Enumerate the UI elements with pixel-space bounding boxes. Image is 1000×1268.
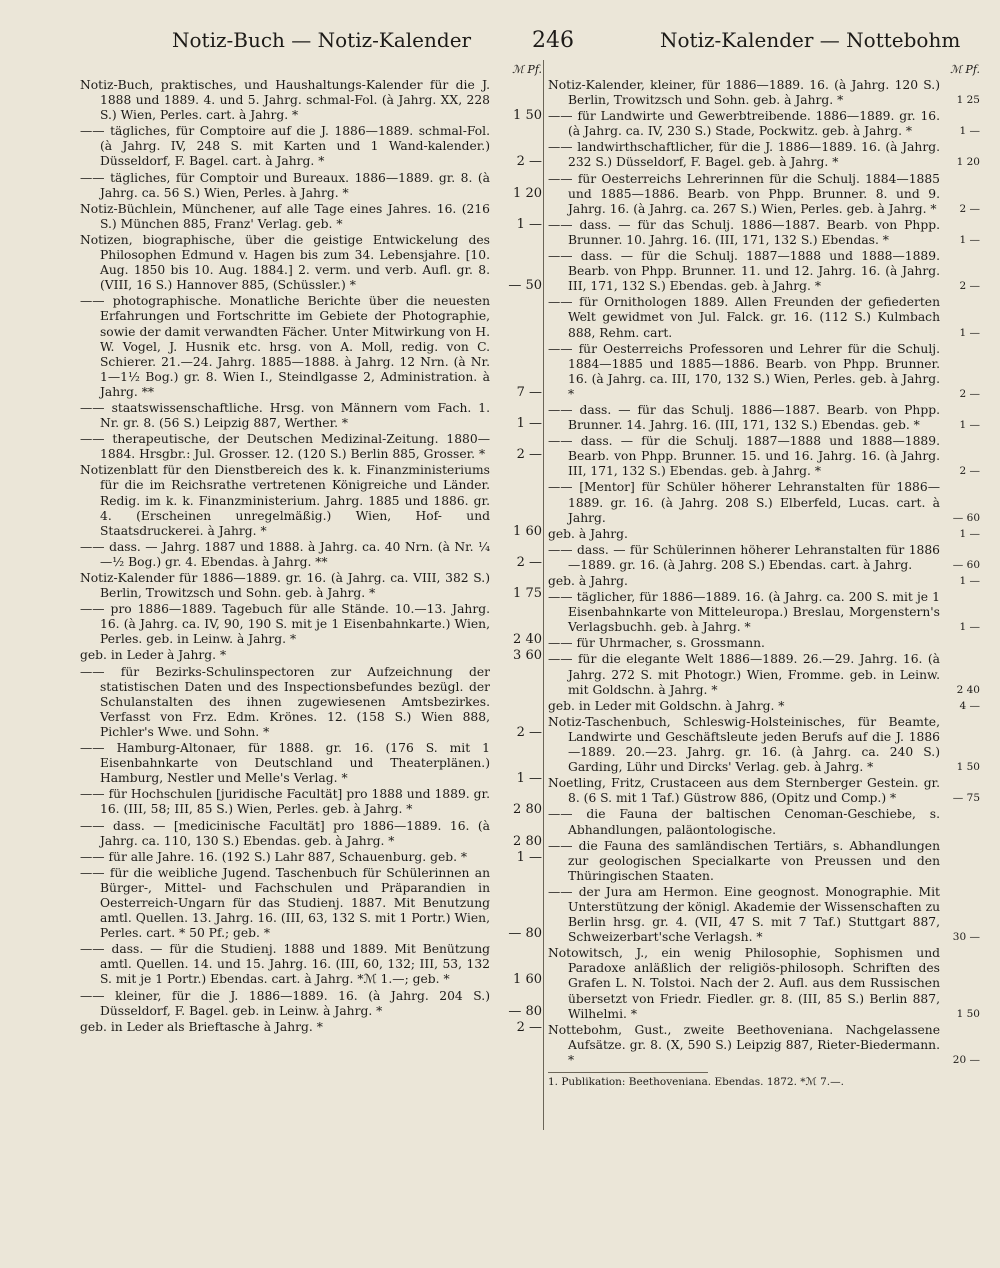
entry-price: 1 25 (956, 94, 980, 107)
catalog-entry (548, 249, 980, 294)
entry-price: 1 — (516, 849, 542, 865)
entry-price: 1 20 (956, 156, 980, 169)
catalog-entry (80, 741, 542, 786)
entry-text: —— für Bezirks-Schulinspectoren zur Aufzeichnung der statistischen Daten und des Inspectionsbefundes bezügl. der Schulanstalten des ihnen zugewiesenen Amtsbezirkes. Verfasst von Frz. Edm. Krönes. 12. (158 S.) Wien 888, Pichler's Wwe. und Sohn. * (80, 664, 490, 739)
entry-price: 1 — (516, 771, 542, 787)
entry-price: 1 — (516, 416, 542, 432)
entry-text: —— für Landwirte und Gewerbtreibende. 1886—1889. gr. 16. (à Jahrg. ca. IV, 230 S.) Stade, Pockwitz. geb. à Jahrg. * (548, 109, 940, 139)
catalog-entry (80, 171, 542, 201)
entry-text: Notiz-Taschenbuch, Schleswig-Holsteinisches, für Beamte, Landwirte und Geschäftsleute jeden Berufs auf die J. 1886—1889. 20.—23. Jahrg. gr. 16. (à Jahrg. ca. 240 S.) Garding, Lühr und Dircks' Verlag. geb. à Jahrg. * (548, 714, 940, 775)
catalog-entry (80, 866, 542, 941)
right-column (548, 62, 980, 1252)
entry-text: —— für Oesterreichs Lehrerinnen für die Schulj. 1884—1885 und 1885—1886. Bearb. von Phpp. Brunner. 8. und 9. Jahrg. 16. (à Jahrg. ca. 267 S.) Wien, Perles. geb. à Jahrg. * (548, 171, 940, 216)
left-entry-list (80, 62, 542, 1035)
entry-price: 2 — (516, 447, 542, 463)
entry-price: 1 — (959, 621, 980, 634)
catalog-entry (548, 776, 980, 806)
entry-text: —— für Hochschulen [juridische Facultät] pro 1888 und 1889. gr. 16. (III, 58; III, 85 S.) Wien, Perles. geb. à Jahrg. * (80, 787, 490, 817)
entry-price: — 75 (952, 792, 980, 805)
catalog-entry (80, 602, 542, 647)
entry-text: —— für die weibliche Jugend. Taschenbuch für Schülerinnen an Bürger-, Mittel- und Fachschulen und Präparandien in Oesterreich-Ungarn für das Studienj. 1887. Mit Benutzung amtl. Quellen. 13. Jahrg. 16. (III, 63, 132 S. mit 1 Portr.) Wien, Perles. cart. * 50 Pf.; geb. * (80, 865, 490, 941)
entry-text: —— dass. — für das Schulj. 1886—1887. Bearb. von Phpp. Brunner. 10. Jahrg. 16. (III, 171, 132 S.) Ebendas. * (548, 217, 940, 247)
catalog-entry (548, 295, 980, 340)
entry-price: 7 — (516, 384, 542, 400)
header-left-running-title: Notiz-Buch — Notiz-Kalender (172, 28, 472, 52)
catalog-entry (80, 989, 542, 1019)
entry-text: —— täglicher, für 1886—1889. 16. (à Jahrg. ca. 200 S. mit je 1 Eisenbahnkarte von Mitteleuropa.) Breslau, Morgenstern's Verlagsbuchh. geb. à Jahrg. * (548, 590, 940, 635)
entry-price: 1 — (516, 216, 542, 232)
entry-price: 1 60 (513, 523, 542, 539)
entry-price: 2 — (516, 554, 542, 570)
entry-text: —— staatswissenschaftliche. Hrsg. von Männern vom Fach. 1. Nr. gr. 8. (56 S.) Leipzig 887, Werther. * (80, 400, 490, 431)
catalog-entry (80, 401, 542, 431)
left-column (80, 62, 542, 1252)
catalog-entry (548, 342, 980, 402)
entry-price: 20 — (952, 1053, 980, 1066)
catalog-entry (548, 807, 980, 837)
entry-text: Notiz-Kalender für 1886—1889. gr. 16. (à Jahrg. ca. VIII, 382 S.) Berlin, Trowitzsch und Sohn. geb. à Jahrg. * (80, 571, 490, 601)
catalog-entry (548, 839, 980, 884)
catalog-entry (80, 233, 542, 293)
entry-price: 30 — (952, 931, 980, 944)
catalog-entry (548, 885, 980, 945)
entry-price: 2 — (516, 154, 542, 170)
catalog-entry (80, 819, 542, 849)
entry-price: 1 — (959, 326, 980, 339)
catalog-entry (548, 109, 980, 139)
entry-text: —— dass. — für die Studienj. 1888 und 1889. Mit Benützung amtl. Quellen. 14. und 15. Jahrg. 16. (III, 60, 132; III, 53, 132 S. mit je 1 Portr.) Ebendas. cart. à Jahrg. *ℳ 1.—; geb. * (80, 942, 490, 987)
catalog-entry (80, 648, 542, 663)
catalog-entry (548, 218, 980, 248)
entry-text: —— die Fauna des samländischen Tertiärs, s. Abhandlungen zur geologischen Specialkarte von Preussen und den Thüringischen Staaten. (548, 838, 940, 883)
entry-text: —— kleiner, für die J. 1886—1889. 16. (à Jahrg. 204 S.) Düsseldorf, F. Bagel. geb. in Leinw. à Jahrg. * (80, 988, 490, 1018)
entry-text: —— [Mentor] für Schüler höherer Lehranstalten für 1886—1889. gr. 16. (à Jahrg. 208 S.) Elberfeld, Lucas. cart. à Jahrg. (548, 480, 940, 525)
entry-price: 1 — (959, 419, 980, 432)
catalog-entry (80, 78, 542, 123)
catalog-entry (80, 432, 542, 462)
catalog-entry (548, 590, 980, 635)
entry-text: —— die Fauna der baltischen Cenoman-Geschiebe, s. Abhandlungen, paläontologische. (548, 807, 940, 837)
entry-text: —— dass. — für die Schulj. 1887—1888 und 1888—1889. Bearb. von Phpp. Brunner. 11. und 12. Jahrg. 16. (à Jahrg. III, 171, 132 S.) Ebendas. geb. à Jahrg. * (548, 249, 940, 294)
catalog-entry (548, 1023, 980, 1068)
catalog-entry (80, 1020, 542, 1035)
entry-price: 1 50 (956, 761, 980, 774)
entry-text: —— dass. — für die Schulj. 1887—1888 und 1888—1889. Bearb. von Phpp. Brunner. 15. und 16. Jahrg. 16. (à Jahrg. III, 171, 132 S.) Ebendas. geb. à Jahrg. * (548, 434, 940, 479)
left-currency-heading: ℳ Pf. (512, 63, 542, 76)
entry-text: —— landwirthschaftlicher, für die J. 1886—1889. 16. (à Jahrg. 232 S.) Düsseldorf, F. Bagel. geb. à Jahrg. * (548, 140, 940, 170)
right-entry-list (548, 62, 980, 1068)
entry-text: geb. in Leder à Jahrg. * (80, 648, 227, 663)
entry-text: —— für Oesterreichs Professoren und Lehrer für die Schulj. 1884—1885 und 1885—1886. Bearb. von Phpp. Brunner. 16. (à Jahrg. ca. III, 170, 132 S.) Wien, Perles. geb. à Jahrg. * (548, 341, 940, 401)
column-divider (543, 60, 544, 1130)
entry-price: 1 — (959, 233, 980, 246)
catalog-entry (548, 652, 980, 697)
entry-text: Notiz-Kalender, kleiner, für 1886—1889. 16. (à Jahrg. 120 S.) Berlin, Trowitzsch und Sohn. geb. à Jahrg. * (548, 78, 940, 108)
catalog-entry (80, 850, 542, 865)
entry-text: —— dass. — für das Schulj. 1886—1887. Bearb. von Phpp. Brunner. 14. Jahrg. 16. (III, 171, 132 S.) Ebendas. geb. * (548, 402, 940, 433)
entry-price: 1 75 (513, 586, 542, 602)
catalog-entry (80, 124, 542, 169)
page-number: 246 (532, 28, 574, 53)
entry-text: geb. in Leder als Brieftasche à Jahrg. * (80, 1019, 323, 1034)
catalog-entry (548, 480, 980, 525)
entry-price: — 80 (508, 926, 542, 942)
entry-price: — 50 (508, 278, 542, 294)
catalog-entry (80, 540, 542, 570)
catalog-entry (548, 574, 980, 589)
catalog-entry (548, 403, 980, 433)
entry-text: Notizen, biographische, über die geistige Entwickelung des Philosophen Edmund v. Hagen bis zum 34. Lebensjahre. [10. Aug. 1850 bis 10. Aug. 1884.] 2. verm. und verb. Aufl. gr. 8. (VIII, 16 S.) Hannover 885, (Schüssler.) * (80, 232, 490, 293)
catalog-entry (80, 665, 542, 740)
right-currency-heading: ℳ Pf. (950, 63, 980, 76)
catalog-entry (80, 463, 542, 538)
catalog-entry (80, 571, 542, 601)
entry-text: —— pro 1886—1889. Tagebuch für alle Stände. 10.—13. Jahrg. 16. (à Jahrg. ca. IV, 90, 190 S. mit je 1 Eisenbahnkarte.) Wien, Perles. geb. in Leinw. à Jahrg. * (80, 602, 490, 647)
entry-price: 2 40 (956, 683, 980, 696)
entry-price: 1 50 (513, 108, 542, 124)
entry-price: 2 80 (513, 802, 542, 818)
page-header (80, 28, 980, 58)
catalog-entry (548, 946, 980, 1021)
entry-text: —— dass. — Jahrg. 1887 und 1888. à Jahrg. ca. 40 Nrn. (à Nr. ¼—½ Bog.) gr. 4. Ebendas. à Jahrg. ** (80, 539, 490, 569)
entry-text: —— photographische. Monatliche Berichte über die neuesten Erfahrungen und Fortschritte im Gebiete der Photographie, sowie der damit verwandten Fächer. Unter Mitwirkung von H. W. Vogel, J. Husnik etc. hrsg. von A. Moll, redig. von C. Schierer. 21.—24. Jahrg. 1885—1888. à Jahrg. 12 Nrn. (à Nr. 1—1½ Bog.) gr. 8. Wien I., Steindlgasse 2, Administration. à Jahrg. ** (80, 294, 490, 399)
entry-price: 4 — (959, 699, 980, 712)
entry-price: 2 40 (513, 632, 542, 648)
entry-text: —— für alle Jahre. 16. (192 S.) Lahr 887, Schauenburg. geb. * (80, 849, 468, 864)
entry-price: 1 — (959, 125, 980, 138)
entry-text: Notiz-Buch, praktisches, und Haushaltungs-Kalender für die J. 1888 und 1889. 4. und 5. Jahrg. schmal-Fol. (à Jahrg. XX, 228 S.) Wien, Perles. cart. à Jahrg. * (80, 78, 490, 123)
entry-text: —— für Uhrmacher, s. Grossmann. (548, 636, 765, 651)
entry-text: —— therapeutische, der Deutschen Medizinal-Zeitung. 1880—1884. Hrsgbr.: Jul. Grosser. 12. (120 S.) Berlin 885, Grosser. * (80, 432, 490, 462)
catalog-entry (548, 699, 980, 714)
entry-price: 1 50 (956, 1007, 980, 1020)
entry-price: — 80 (508, 1003, 542, 1019)
catalog-entry (548, 527, 980, 542)
entry-text: —— dass. — für Schülerinnen höherer Lehranstalten für 1886—1889. gr. 16. (à Jahrg. 208 S.) Ebendas. cart. à Jahrg. (548, 542, 940, 572)
catalog-entry (548, 172, 980, 217)
catalog-entry (548, 434, 980, 479)
catalog-entry (548, 78, 980, 108)
entry-text: —— für Ornithologen 1889. Allen Freunden der gefiederten Welt gewidmet von Jul. Falck. gr. 16. (112 S.) Kulmbach 888, Rehm. cart. (548, 295, 940, 340)
catalog-entry (80, 202, 542, 232)
entry-price: 2 — (516, 1019, 542, 1035)
entry-text: geb. à Jahrg. (548, 574, 628, 588)
entry-price: 1 — (959, 575, 980, 587)
entry-price: 1 60 (513, 972, 542, 988)
entry-text: Notizenblatt für den Dienstbereich des k. k. Finanzministeriums für die im Reichsrathe vertretenen Königreiche und Länder. Redig. im k. k. Finanzministerium. Jahrg. 1885 und 1886. gr. 4. (Erscheinen unregelmäßig.) Wien, Hof- und Staatsdruckerei. à Jahrg. * (80, 463, 490, 538)
entry-price: 2 — (959, 280, 980, 293)
catalog-entry (548, 715, 980, 775)
entry-text: —— tägliches, für Comptoire auf die J. 1886—1889. schmal-Fol. (à Jahrg. IV, 248 S. mit Karten und 1 Wand-kalender.) Düsseldorf, F. Bagel. cart. à Jahrg. * (80, 124, 490, 169)
entry-price: 2 80 (513, 833, 542, 849)
entry-price: — 60 (952, 511, 980, 524)
entry-text: Nottebohm, Gust., zweite Beethoveniana. Nachgelassene Aufsätze. gr. 8. (X, 590 S.) Leipzig 887, Rieter-Biedermann. * (548, 1022, 940, 1067)
entry-text: —— der Jura am Hermon. Eine geognost. Monographie. Mit Unterstützung der königl. Akademie der Wissenschaften zu Berlin hrsg. gr. 4. (VII, 47 S. mit 7 Taf.) Stuttgart 887, Schweizerbart'sche Verlagsh. * (548, 884, 941, 945)
footnote: 1. Publikation: Beethoveniana. Ebendas. 1872. *ℳ 7.—. (548, 1072, 708, 1090)
entry-price: 1 — (959, 527, 980, 540)
catalog-entry (80, 294, 542, 400)
entry-price: 1 20 (513, 185, 542, 201)
entry-text: —— tägliches, für Comptoir und Bureaux. 1886—1889. gr. 8. (à Jahrg. ca. 56 S.) Wien, Perles. à Jahrg. * (80, 170, 490, 200)
catalog-entry (548, 636, 980, 651)
entry-price: 2 — (959, 202, 980, 215)
entry-text: geb. à Jahrg. (548, 526, 628, 541)
entry-price: 3 60 (513, 648, 542, 664)
entry-text: Noetling, Fritz, Crustaceen aus dem Sternberger Gestein. gr. 8. (6 S. mit 1 Taf.) Güstrow 886, (Opitz und Comp.) * (548, 776, 940, 806)
entry-text: —— dass. — [medicinische Facultät] pro 1886—1889. 16. (à Jahrg. ca. 110, 130 S.) Ebendas. geb. à Jahrg. * (80, 818, 490, 848)
entry-text: Notiz-Büchlein, Münchener, auf alle Tage eines Jahres. 16. (216 S.) München 885, Franz' Verlag. geb. * (80, 201, 490, 231)
entry-price: 2 — (959, 387, 980, 400)
catalog-entry (548, 543, 980, 573)
entry-price: 2 — (959, 465, 980, 478)
entry-price: 2 — (516, 724, 542, 740)
entry-text: Notowitsch, J., ein wenig Philosophie, Sophismen und Paradoxe anläßlich der religiös-philosoph. Schriften des Grafen L. N. Tolstoi. Nach der 2. Aufl. aus dem Russischen übersetzt von Friedr. Fiedler. gr. 8. (III, 85 S.) Berlin 887, Wilhelmi. * (548, 946, 940, 1021)
catalog-entry (80, 942, 542, 987)
entry-price: — 60 (952, 558, 980, 571)
catalog-entry (548, 140, 980, 170)
catalog-entry (80, 787, 542, 817)
entry-text: geb. in Leder mit Goldschn. à Jahrg. * (548, 698, 785, 713)
header-right-running-title: Notiz-Kalender — Nottebohm (660, 28, 961, 52)
entry-text: —— Hamburg-Altonaer, für 1888. gr. 16. (176 S. mit 1 Eisenbahnkarte von Deutschland und Theaterplänen.) Hamburg, Nestler und Melle's Verlag. * (80, 741, 490, 786)
entry-text: —— für die elegante Welt 1886—1889. 26.—29. Jahrg. 16. (à Jahrg. 272 S. mit Photogr.) Wien, Fromme. geb. in Leinw. mit Goldschn. à Jahrg. * (548, 652, 940, 697)
